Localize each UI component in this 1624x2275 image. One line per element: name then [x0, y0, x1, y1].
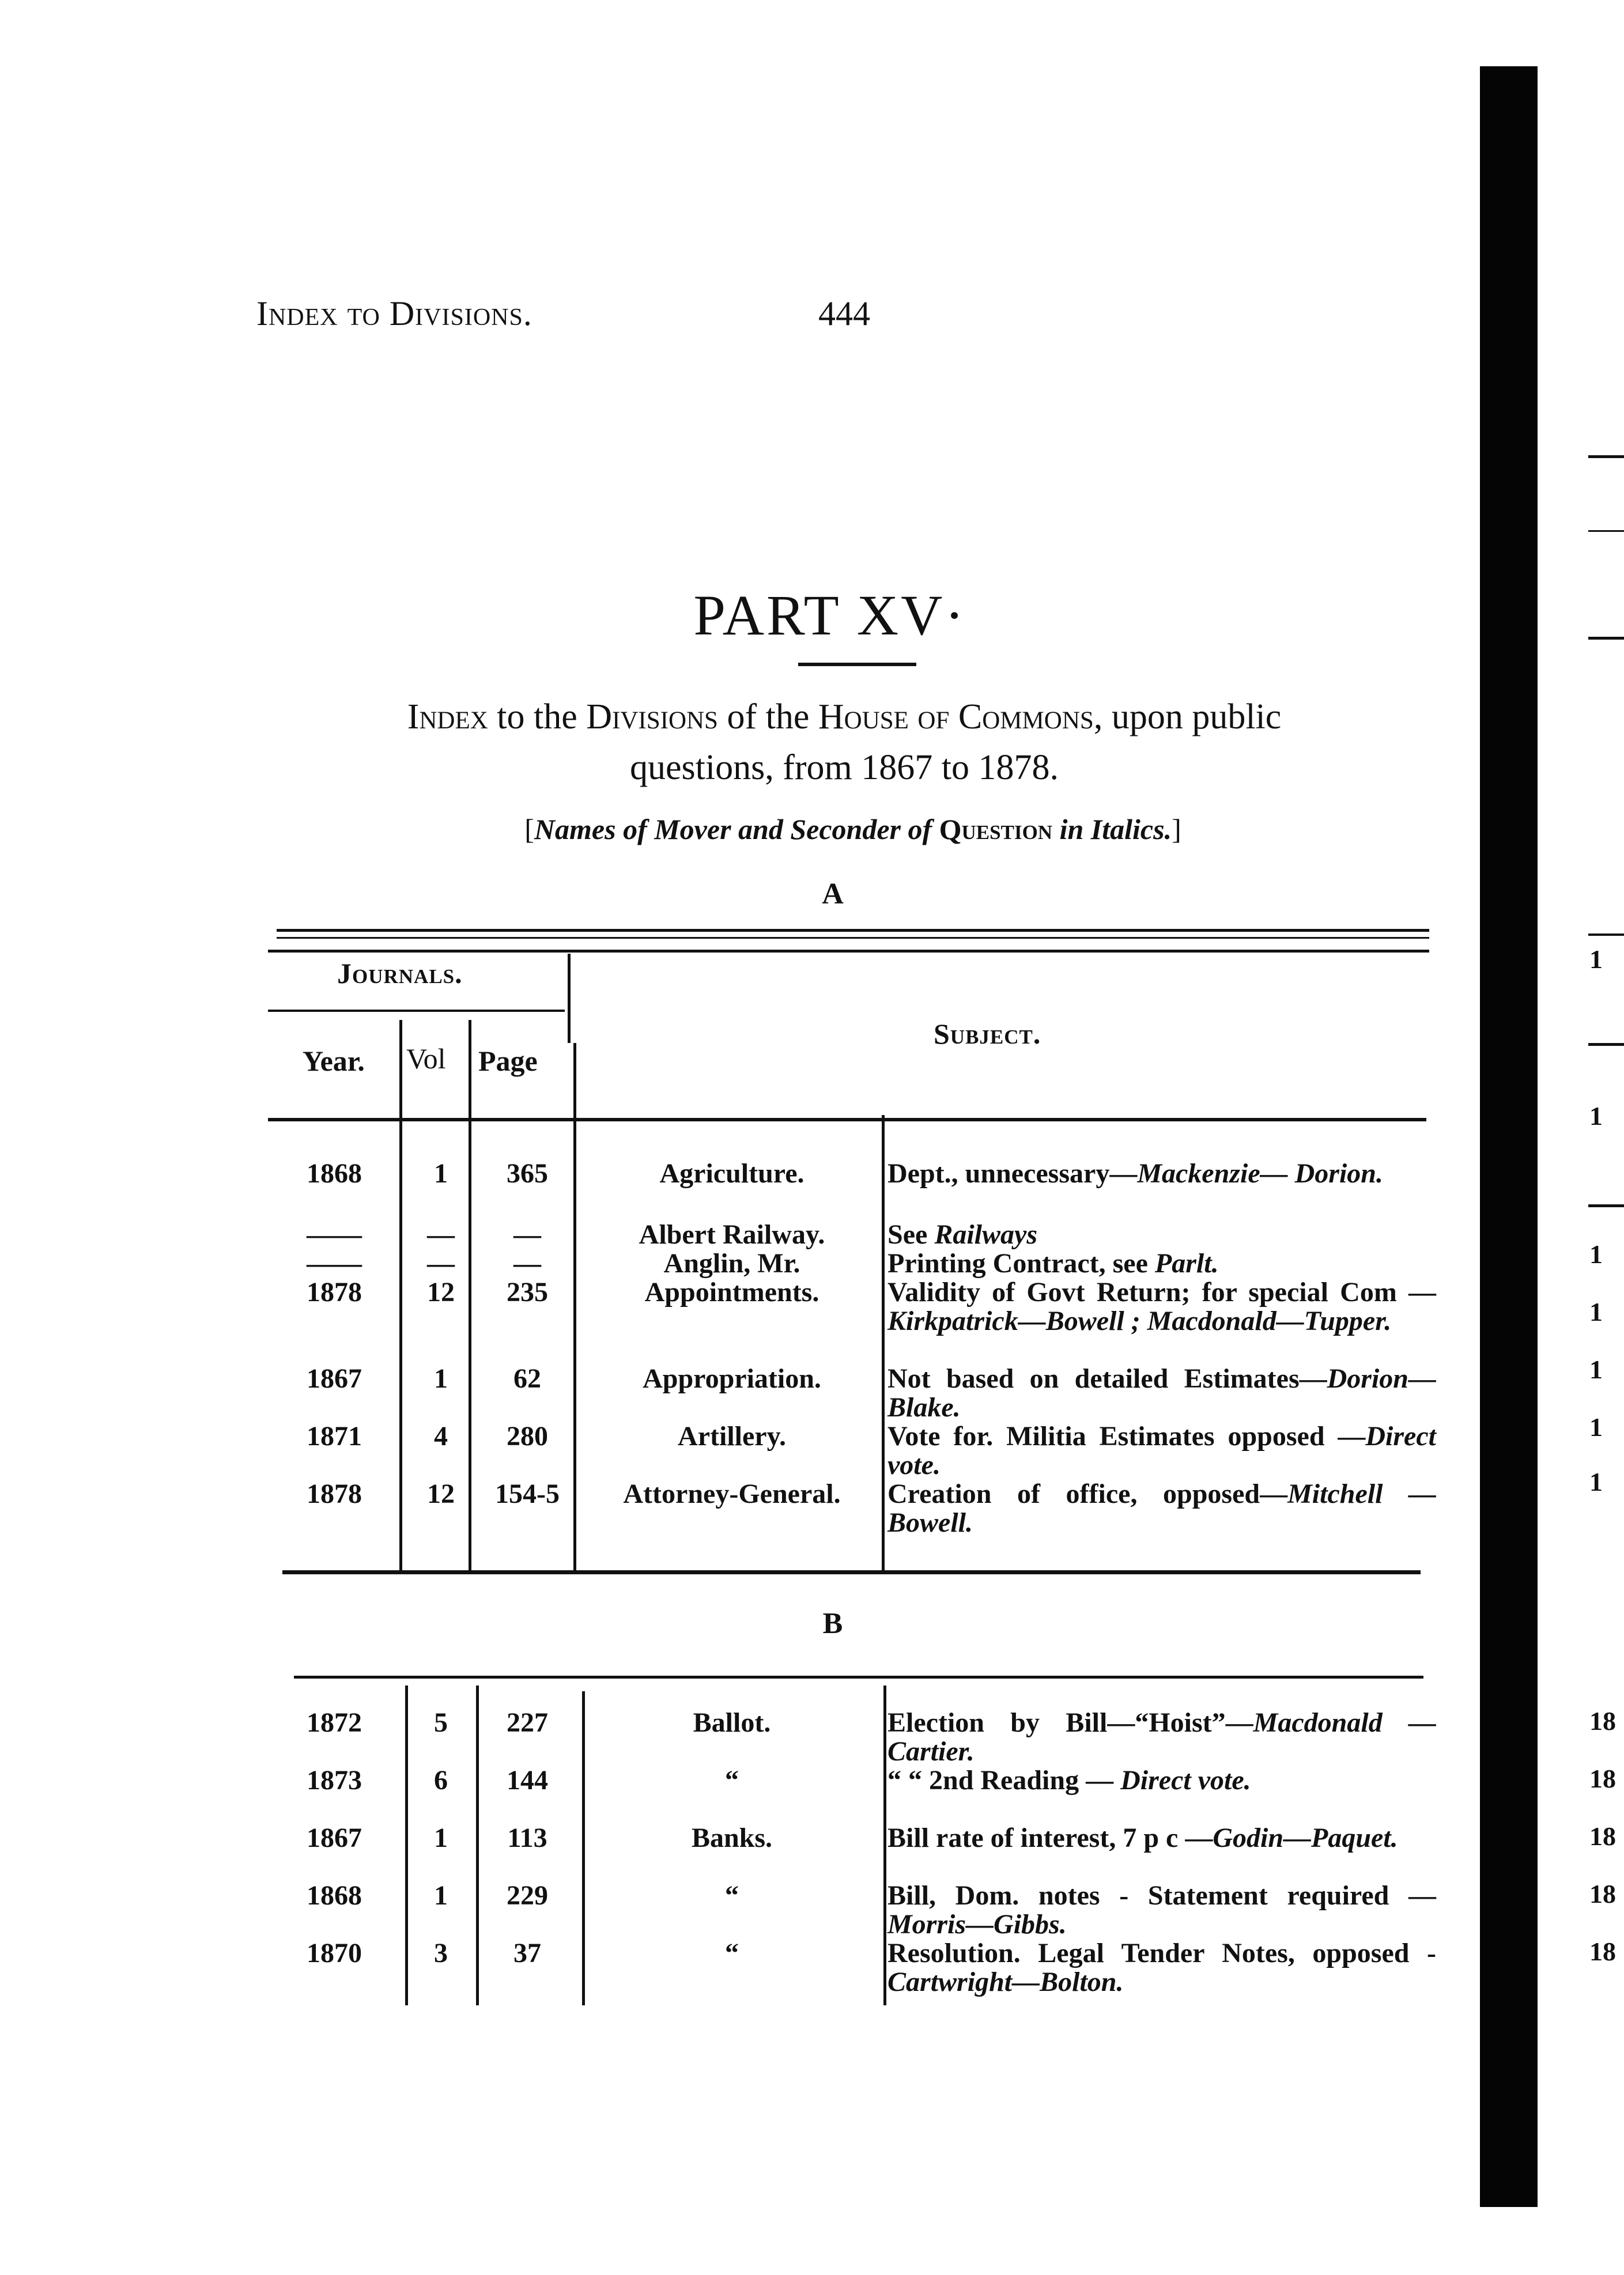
- cell-topic: “: [725, 1938, 739, 1968]
- cell-topic: Artillery.: [678, 1421, 786, 1452]
- index-title-text: of the: [717, 697, 818, 736]
- part-title: PART XV·: [693, 583, 966, 647]
- cell-page: 227: [507, 1707, 548, 1738]
- cell-vol: 1: [434, 1880, 448, 1911]
- cell-subject: [887, 1278, 1436, 1336]
- cell-topic: Anglin, Mr.: [663, 1248, 800, 1279]
- cell-vol: —: [427, 1248, 455, 1279]
- edge-rule: [1588, 637, 1624, 640]
- cell-year: 1871: [307, 1421, 362, 1452]
- cell-vol: 3: [434, 1938, 448, 1968]
- subject-text: Creation of office, opposed—: [887, 1479, 1288, 1509]
- index-title-line-1: [256, 691, 1432, 742]
- subject-names: Morris—Gibbs.: [887, 1909, 1067, 1940]
- cell-topic: “: [725, 1880, 739, 1911]
- table-top-rule: [268, 950, 1429, 953]
- cell-subject: [887, 1220, 1436, 1249]
- header-year: Year.: [303, 1045, 365, 1077]
- cell-topic: Ballot.: [693, 1707, 771, 1738]
- running-head: Index to Divisions.: [256, 294, 532, 332]
- cell-subject: [887, 1480, 1436, 1537]
- cell-vol: —: [427, 1219, 455, 1250]
- cell-topic: Appropriation.: [643, 1363, 821, 1394]
- section-b-top-rule: [294, 1676, 1423, 1679]
- subject-names: Direct vote.: [1120, 1765, 1251, 1796]
- subject-text: Dept., unnecessary—: [887, 1158, 1138, 1189]
- edge-fragment: 1: [1589, 1239, 1603, 1269]
- edge-fragment: 1: [1589, 1355, 1603, 1384]
- cell-year: 1878: [307, 1277, 362, 1307]
- header-vol: Vol: [406, 1042, 446, 1075]
- cell-topic: Albert Railway.: [639, 1219, 825, 1250]
- cell-page: 154-5: [495, 1479, 560, 1509]
- binding-shadow: [1480, 66, 1538, 2207]
- cell-page: 280: [507, 1421, 548, 1452]
- cell-page: 37: [513, 1938, 541, 1968]
- cell-subject: [887, 1249, 1436, 1278]
- cell-year: ——: [307, 1248, 362, 1279]
- index-title-word-divisions: Divisions: [586, 697, 718, 736]
- subject-names: Cartwright—Bolton.: [887, 1967, 1124, 1997]
- subject-names: Railways: [934, 1219, 1037, 1250]
- cell-topic: “: [725, 1765, 739, 1796]
- note-italic-text: Names of Mover and Seconder of: [534, 813, 932, 845]
- cell-subject: [887, 1881, 1436, 1939]
- table-top-rule: [277, 929, 1429, 932]
- cell-year: 1873: [307, 1765, 362, 1796]
- edge-fragment: 1: [1589, 1467, 1603, 1496]
- cell-subject: [887, 1365, 1436, 1422]
- cell-subject: [887, 1766, 1436, 1795]
- cell-page: 229: [507, 1880, 548, 1911]
- cell-page: —: [513, 1219, 541, 1250]
- section-a-bottom-rule: [282, 1570, 1421, 1574]
- header-page: Page: [478, 1045, 538, 1077]
- header-subject: Subject.: [934, 1018, 1041, 1050]
- subject-names: Kirkpatrick—Bowell ; Macdonald—Tupper.: [887, 1306, 1392, 1336]
- cell-year: 1878: [307, 1479, 362, 1509]
- subject-names: Dorion—Blake.: [887, 1363, 1436, 1423]
- edge-fragment: 1: [1589, 944, 1603, 974]
- section-letter-a: A: [822, 878, 844, 910]
- subject-text: Validity of Govt Return; for special Com —: [887, 1277, 1436, 1307]
- cell-page: 113: [507, 1823, 547, 1853]
- edge-rule: [1588, 455, 1624, 458]
- cell-year: 1867: [307, 1823, 362, 1853]
- subject-names: Godin—Paquet.: [1213, 1823, 1398, 1853]
- italics-note: [0, 812, 1624, 846]
- edge-rule: [1588, 530, 1624, 532]
- cell-page: 144: [507, 1765, 548, 1796]
- cell-vol: 1: [434, 1363, 448, 1394]
- subject-names: Mitchell —Bowell.: [887, 1479, 1437, 1538]
- index-title-text: to the: [488, 697, 587, 736]
- index-title-line-2: questions, from 1867 to 1878.: [630, 748, 1059, 787]
- cell-subject: [887, 1422, 1436, 1480]
- edge-rule: [1588, 1043, 1624, 1046]
- subject-text: Bill, Dom. notes - Statement required —: [887, 1880, 1436, 1911]
- cell-subject: [887, 1709, 1436, 1766]
- subject-names: Macdonald —Cartier.: [887, 1707, 1437, 1767]
- edge-fragment: 1: [1589, 1297, 1603, 1327]
- header-bottom-rule: [268, 1118, 1426, 1121]
- subject-text: Election by Bill—“Hoist”—: [887, 1707, 1253, 1738]
- column-divider-year-vol: [399, 1020, 402, 1570]
- edge-fragment: 18: [1589, 1937, 1616, 1966]
- cell-vol: 12: [427, 1479, 455, 1509]
- subject-text: Resolution. Legal Tender Notes, opposed -: [887, 1938, 1436, 1968]
- cell-vol: 1: [434, 1823, 448, 1853]
- edge-fragment: 18: [1589, 1879, 1616, 1909]
- cell-subject: [887, 1159, 1436, 1188]
- cell-topic: Banks.: [691, 1823, 773, 1853]
- edge-fragment: 1: [1589, 1101, 1603, 1131]
- subject-text: “ “ 2nd Reading —: [887, 1765, 1121, 1796]
- subject-names: Parlt.: [1154, 1248, 1219, 1279]
- subject-text: Printing Contract, see: [887, 1248, 1155, 1279]
- note-bracket: [: [524, 813, 534, 845]
- cell-subject: [887, 1939, 1436, 1997]
- header-divider: [568, 954, 571, 1043]
- edge-rule: [1588, 1204, 1624, 1207]
- note-question-word: Question: [932, 813, 1053, 845]
- cell-year: 1867: [307, 1363, 362, 1394]
- cell-page: 365: [507, 1158, 548, 1189]
- subject-text: Not based on detailed Estimates—: [887, 1363, 1327, 1394]
- cell-vol: 5: [434, 1707, 448, 1738]
- cell-year: 1868: [307, 1880, 362, 1911]
- cell-year: ——: [307, 1219, 362, 1250]
- cell-vol: 1: [434, 1158, 448, 1189]
- index-title-text: , upon public: [1093, 697, 1282, 736]
- cell-year: 1868: [307, 1158, 362, 1189]
- index-title-word-index: Index: [407, 697, 488, 736]
- page-number: 444: [818, 294, 870, 332]
- subject-names: Direct vote.: [887, 1421, 1436, 1480]
- subject-text: Vote for. Militia Estimates opposed —: [887, 1421, 1366, 1452]
- cell-page: 62: [513, 1363, 541, 1394]
- cell-subject: [887, 1824, 1436, 1853]
- cell-topic: Appointments.: [644, 1277, 819, 1307]
- cell-page: 235: [507, 1277, 548, 1307]
- cell-vol: 4: [434, 1421, 448, 1452]
- edge-fragment: 18: [1589, 1706, 1616, 1736]
- subject-names: Mackenzie— Dorion.: [1137, 1158, 1383, 1189]
- part-title-rule: [798, 663, 916, 666]
- edge-rule: [1588, 934, 1624, 936]
- subject-text: See: [887, 1219, 935, 1250]
- cell-topic: Agriculture.: [659, 1158, 805, 1189]
- note-italic-text: in Italics.: [1052, 813, 1172, 845]
- index-title-word-house: House of Commons: [818, 697, 1094, 736]
- subject-text: Bill rate of interest, 7 p c —: [887, 1823, 1213, 1853]
- table-top-rule: [277, 937, 1429, 939]
- section-letter-b: B: [822, 1607, 843, 1640]
- index-title: [256, 691, 1432, 793]
- edge-fragment: 18: [1589, 1821, 1616, 1851]
- cell-topic: Attorney-General.: [623, 1479, 841, 1509]
- header-journals: Journals.: [337, 957, 463, 989]
- cell-year: 1870: [307, 1938, 362, 1968]
- edge-fragment: 18: [1589, 1764, 1616, 1793]
- cell-page: —: [513, 1248, 541, 1279]
- edge-fragment: 1: [1589, 1412, 1603, 1442]
- note-bracket: ]: [1172, 813, 1181, 845]
- cell-vol: 12: [427, 1277, 455, 1307]
- cell-vol: 6: [434, 1765, 448, 1796]
- journals-rule: [268, 1010, 565, 1012]
- cell-year: 1872: [307, 1707, 362, 1738]
